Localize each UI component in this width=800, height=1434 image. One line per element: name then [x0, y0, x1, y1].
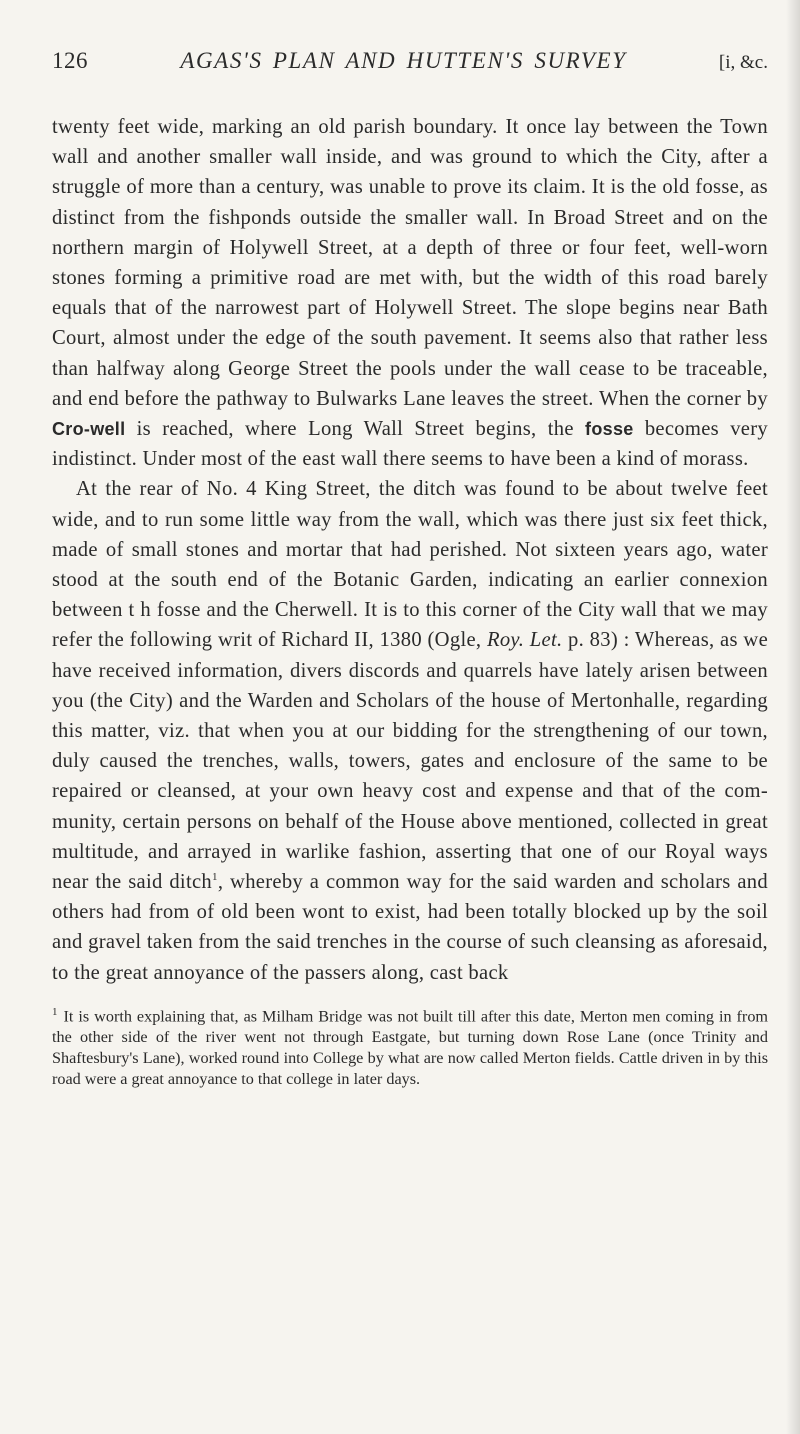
running-title: AGAS'S PLAN AND HUTTEN'S SURVEY — [180, 48, 627, 73]
book-page — [52, 48, 768, 1090]
paragraph-2-text-b: p. 83) : Whereas, as we have received information, divers discords and quarrels have lately arisen between you (the City) and the Warden and Scholars of the house of Mertonhalle, regarding this matter, viz. that when you at our bidding for the strengthening of our town, duly caused the trenches, walls, towers, gates and enclosure of the same to be repaired or cleansed, at your own heavy cost and expense and that of the com-munity, certain persons on behalf of the House above mentioned, collected in great multitude, and arrayed in warlike fashion, asserting that one of our Royal ways near the said ditch — [52, 629, 769, 894]
paragraph-2-text-a: At the rear of No. 4 King Street, the ditch was found to be about twelve feet wide, and to run some little way from the wall, which was there just six feet thick, made of small stones and mortar that had perished. Not sixteen years ago, water stood at the south end of the Botanic Garden, indicating an earlier connexion between t h fosse and the Cherwell. It is to this corner of the City wall that we may refer the following writ of Richard II, 1380 (Ogle, — [52, 478, 768, 652]
body-text — [52, 112, 768, 988]
section-marker: [i, &c. — [718, 52, 768, 73]
paragraph-2 — [52, 474, 768, 987]
footnote-number: 1 — [52, 1005, 58, 1018]
page-header — [52, 48, 768, 88]
reference-italic: Roy. Let. — [486, 629, 563, 652]
paragraph-1 — [52, 112, 768, 474]
paragraph-2-text-c: , whereby a common way for the said warden and scholars and others had from of old been wont to exist, had been totally blocked up by the soil and gravel taken from the said trenches in the course of such cleansing as aforesaid, to the great annoyance of the passers along, cast back — [52, 871, 768, 984]
page-edge-shadow — [786, 0, 800, 1434]
footnote-text: It is worth explaining that, as Milham Bridge was not built till after this date, Merton men coming in from the other side of the river went not through Eastgate, but turning down Rose Lane (once Trinity and Shaftesbury's Lane), worked round into College by what are now called Merton fields. Cattle driven in by this road were a great annoyance to that college in later days. — [52, 1007, 768, 1089]
paragraph-1-text-a: twenty feet wide, marking an old parish boundary. It once lay between the Town wall and another smaller wall inside, and was ground to which the City, after a struggle of more than a century, was unable to prove its claim. It is the old fosse, as distinct from the fishponds outside the smaller wall. In Broad Street and on the northern margin of Holywell Street, at a depth of three or four feet, well-worn stones forming a primitive road are met with, but the width of this road barely equals that of the narrowest part of Holywell Street. The slope begins near Bath Court, almost under the edge of the south pavement. It seems also that rather less than halfway along George Street the pools under the wall cease to be traceable, and end before the pathway to Bulwarks Lane leaves the street. When the corner by — [52, 116, 768, 410]
footnote — [52, 1002, 768, 1090]
footnote-marker[interactable]: 1 — [212, 871, 218, 884]
cro-well-term: Cro-well — [52, 419, 126, 440]
paragraph-1-text-c: becomes very indistinct. Under most of the east wall there seems to have been a kind of morass. — [52, 418, 768, 471]
paragraph-1-text-b: is reached, where Long Wall Street begins, the — [125, 418, 586, 441]
page-number: 126 — [52, 48, 88, 73]
fosse-term: fosse — [585, 419, 634, 440]
